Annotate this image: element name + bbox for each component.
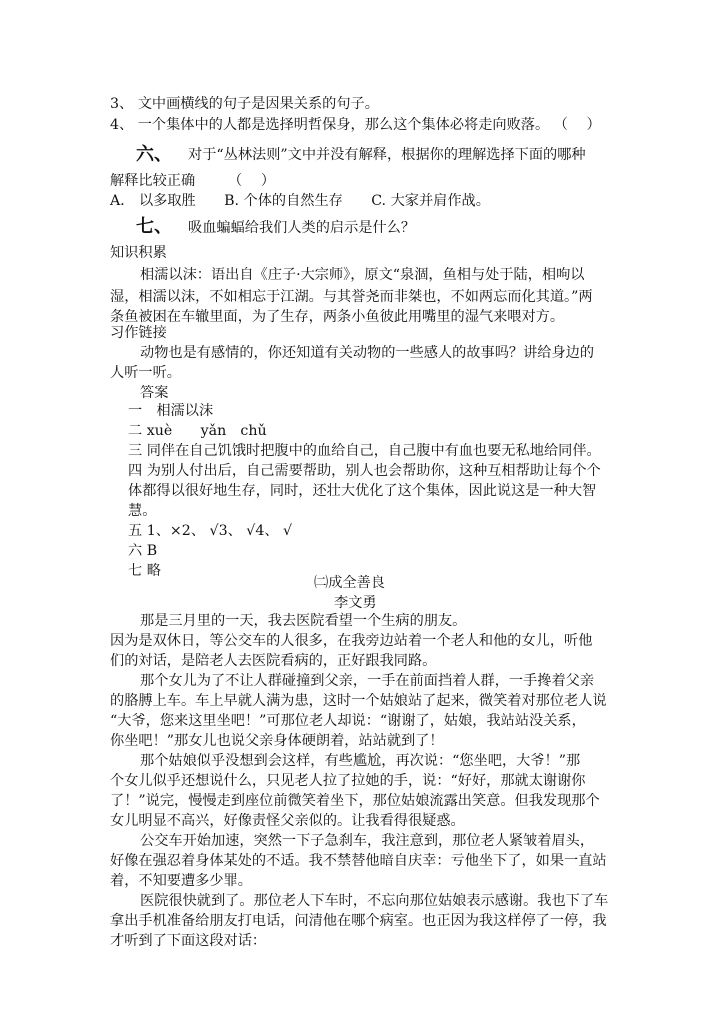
knowledge-line-2: 湿，相濡以沫，不如相忘于江湖。与其誉尧而非桀也，不如两忘而化其道。”两 bbox=[110, 289, 593, 305]
answer-2: 二 xuè yǎn chǔ bbox=[128, 423, 267, 439]
answer-4-line-1: 四 为别人付出后，自己需要帮助，别人也会帮助你，这种互相帮助让每个个 bbox=[128, 463, 601, 479]
writing-heading: 习作链接 bbox=[110, 325, 167, 341]
story-line: “大爷，您来这里坐吧！”可那位老人却说：“谢谢了，姑娘，我站站没关系， bbox=[110, 713, 586, 729]
story-line: 着，不知要遭多少罪。 bbox=[110, 873, 252, 889]
story-line: 公交车开始加速，突然一下子急刹车，我注意到，那位老人紧皱着眉头， bbox=[140, 833, 595, 849]
answer-1: 一 相濡以沫 bbox=[128, 403, 214, 419]
writing-line-2: 人听一听。 bbox=[110, 365, 181, 381]
story-line: 好像在强忍着身体某处的不适。我不禁替他暗自庆幸：亏他坐下了，如果一直站 bbox=[110, 853, 607, 869]
answer-6: 六 B bbox=[128, 543, 158, 559]
answer-7: 七 略 bbox=[128, 563, 161, 579]
section-7-number: 七、 bbox=[136, 216, 172, 237]
question-4: 4、 一个集体中的人都是选择明哲保身，那么这个集体必将走向败落。 （ ） bbox=[110, 117, 601, 133]
answer-4-line-2: 体都得以很好地生存，同时，还壮大优化了这个集体，因此说这是一种大智 bbox=[128, 483, 597, 499]
answer-5: 五 1、×2、 √3、 √4、 √ bbox=[128, 523, 293, 539]
answers-heading: 答案 bbox=[140, 385, 169, 401]
story-line: 的胳膊上车。车上早就人满为患，这时一个姑娘站了起来，微笑着对那位老人说 bbox=[110, 693, 607, 709]
story-line: 你坐吧！”那女儿也说父亲身体硬朗着，站站就到了！ bbox=[110, 733, 444, 749]
story-line: 拿出手机准备给朋友打电话，问清他在哪个病室。也正因为我这样停了一停，我 bbox=[110, 913, 607, 929]
knowledge-line-3: 条鱼被困在车辙里面，为了生存，两条小鱼彼此用嘴里的湿气来喂对方。 bbox=[110, 309, 565, 325]
story-line: 才听到了下面这段对话： bbox=[110, 933, 267, 949]
story-line: 因为是双休日，等公交车的人很多，在我旁边站着一个老人和他的女儿，听他 bbox=[110, 633, 593, 649]
writing-line-1: 动物也是有感情的，你还知道有关动物的一些感人的故事吗？讲给身边的 bbox=[140, 345, 595, 361]
story-line: 了！”说完，慢慢走到座位前微笑着坐下，那位姑娘流露出笑意。但我发现那个 bbox=[110, 793, 600, 809]
answer-4-line-3: 慧。 bbox=[128, 503, 157, 519]
question-3: 3、 文中画横线的句子是因果关系的句子。 bbox=[110, 96, 379, 112]
story-author: 李文勇 bbox=[334, 595, 377, 611]
section-7-question: 吸血蝙蝠给我们人类的启示是什么？ bbox=[188, 220, 416, 236]
story-line: 那个女儿为了不让人群碰撞到父亲，一手在前面挡着人群，一手搀着父亲 bbox=[140, 673, 595, 689]
section-6-question-cont: 解释比较正确 （ ） bbox=[110, 173, 276, 189]
story-line: 个女儿似乎还想说什么，只见老人拉了拉她的手，说：“好好，那就太谢谢你 bbox=[110, 773, 586, 789]
knowledge-line-1: 相濡以沫：语出自《庄子·大宗师》，原文“泉涸，鱼相与处于陆，相呴以 bbox=[140, 267, 585, 283]
story-line: 们的対话，是陪老人去医院看病的，正好跟我同路。 bbox=[110, 653, 437, 669]
answer-3: 三 同伴在自己饥饿时把腹中的血给自己，自己腹中有血也要无私地给同伴。 bbox=[128, 443, 601, 459]
story-line: 医院很快就到了。那位老人下车时，不忘向那位姑娘表示感谢。我也下了车 bbox=[140, 893, 609, 909]
section-6-number: 六、 bbox=[136, 144, 172, 165]
knowledge-heading: 知识积累 bbox=[110, 245, 167, 261]
section-6-question: 对于“丛林法则”文中并没有解释，根据你的理解选择下面的哪种 bbox=[188, 147, 586, 163]
section-6-options: A． 以多取胜 B. 个体的自然生存 C. 大家并肩作战。 bbox=[110, 193, 490, 209]
story-line: 那个姑娘似乎没想到会这样，有些尴尬，再次说：“您坐吧，大爷！”那 bbox=[140, 753, 581, 769]
story-title: ㈡成全善良 bbox=[314, 575, 385, 591]
story-line: 女儿明显不高兴，好像责怪父亲似的。让我看得很疑惑。 bbox=[110, 813, 465, 829]
story-line: 那是三月里的一天，我去医院看望一个生病的朋友。 bbox=[140, 613, 467, 629]
